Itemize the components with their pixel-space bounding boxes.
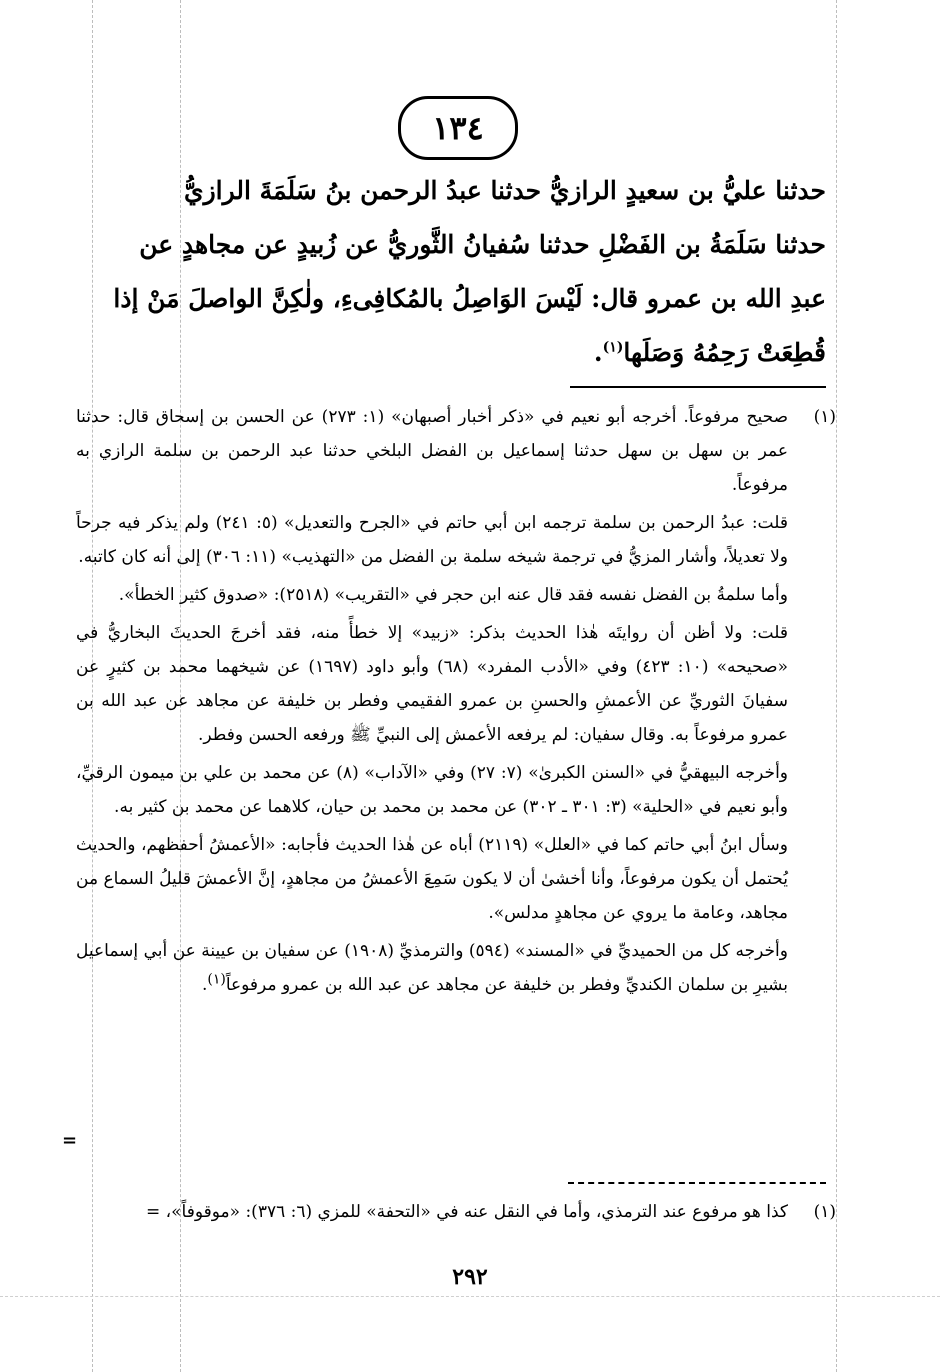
bottom-footnote-separator [568, 1182, 826, 1184]
footnote-paragraph: وأما سلمةُ بن الفضل نفسه فقد قال عنه ابن حجر في «التقريب» (٢٥١٨): «صدوق كثير الخطأ». [118, 585, 788, 605]
footnote-body: كذا هو مرفوع عند الترمذي، وأما في النقل عنه في «التحفة» للمزي (٦: ٣٧٦): «موقوفاً»، = [146, 1202, 788, 1222]
hadith-ending: . [593, 338, 603, 367]
page-number: ٢٩٢ [452, 1264, 488, 1290]
hadith-line: حدثنا سَلَمَةُ بن الفَضْلِ حدثنا سُفيانُ الثَّوريُّ عن زُبيدٍ عن مجاهدٍ عن [139, 230, 826, 259]
footnote-paragraph: وسأل ابنُ أبي حاتم كما في «العلل» (٢١١٩) أباه عن هٰذا الحديث فأجابه: «الأعمشُ أحفظهم، والحديث يُحتمل أن يكون مرفوعاً، وأنا أخشىٰ أن لا يكون سَمِعَ الأعمشُ من مجاهدٍ، إنَّ الأعمشَ قليلُ السماع من مجاهد، وعامة ما يروي عن مجاهدٍ مدلس». [76, 835, 788, 923]
footnote-paragraph: قلت: عبدُ الرحمن بن سلمة ترجمه ابن أبي حاتم في «الجرح والتعديل» (٥: ٢٤١) ولم يذكر فيه جرحاً ولا تعديلاً، وأشار المزيُّ في ترجمة شيخه سلمة بن الفضل من «التهذيب» (١١: ٣٠٦) إلى أنه كان كاتبه. [76, 513, 789, 567]
footnote-paragraph: صحيح مرفوعاً. أخرجه أبو نعيم في «ذكر أخبار أصبهان» (١: ٢٧٣) عن الحسن بن إسحاق قال: حدثنا عمر بن سهل بن سهل حدثنا إسماعيل بن الفضل البلخي حدثنا عبد الرحمن بن سلمة الرازي به مرفوعاً. [76, 407, 789, 495]
hadith-line: حدثنا عليُّ بن سعيدٍ الرازيُّ حدثنا عبدُ الرحمن بنُ سَلَمَةَ الرازيُّ [184, 176, 826, 205]
footnote-number: (١) [813, 1202, 836, 1222]
footnote-paragraph-last [76, 934, 788, 1002]
footnote-separator [570, 386, 826, 388]
hadith-line: عبدِ الله بن عمرو قال: لَيْسَ الوَاصِلُ بالمُكافِىءِ، ولٰكِنَّ الواصلَ مَنْ إذا [113, 284, 826, 313]
bottom-footnote [76, 1196, 836, 1228]
footnote-paragraph: وأخرجه البيهقيُّ في «السنن الكبرىٰ» (٧: ٢٧) وفي «الآداب» (٨) عن محمد بن علي بن ميمون الرقيِّ، وأبو نعيم في «الحلية» (٣: ٣٠١ ـ ٣٠٢) عن محمد بن محمد بن حيان، كلاهما عن محمد بن كثير به. [76, 763, 788, 817]
scan-guide-line [0, 1296, 940, 1297]
continuation-mark: = [62, 1130, 78, 1151]
footnote-body [76, 400, 788, 1006]
hadith-text [92, 164, 826, 380]
hadith-number-badge [398, 96, 518, 160]
footnote-paragraph: وأخرجه كل من الحميديِّ في «المسند» (٥٩٤) والترمذيِّ (١٩٠٨) عن سفيان بن عيينة عن أبي إسماعيل بشيرِ بن سلمان الكنديِّ وفطر بن خليفة عن مجاهد عن عبد الله بن عمرو مرفوعاً [76, 941, 788, 995]
footnote-number: (١) [813, 407, 836, 427]
footnote-ending: . [201, 975, 208, 995]
footnotes-section [76, 400, 836, 1006]
footnote-1 [76, 400, 836, 1006]
scan-guide-line [836, 0, 837, 1372]
footnote-ref[interactable]: (١) [602, 339, 624, 356]
hadith-line: قُطِعَتْ رَحِمُهُ وَصَلَها [623, 338, 826, 367]
hadith-number: ١٣٤ [432, 109, 484, 147]
hadith-line-last [92, 326, 826, 380]
footnote-ref[interactable]: (١) [207, 971, 226, 988]
footnote-paragraph: قلت: ولا أظن أن روايتَه هٰذا الحديث بذكر: «زبيد» إلا خطأً منه، فقد أخرجَ الحديثَ البخاريُّ في «صحيحه» (١٠: ٤٢٣) وفي «الأدب المفرد» (٦٨) وأبو داود (١٦٩٧) عن شيخهما محمد بن كثيرٍ عن سفيانَ الثوريِّ عن الأعمشِ والحسنِ بن عمرو الفقيمي وفطر بن خليفة عن مجاهد عن عبد الله بن عمرو مرفوعاً به. وقال سفيان: لم يرفعه الأعمش إلى النبيِّ ﷺ ورفعه الحسن وفطر. [76, 623, 788, 745]
